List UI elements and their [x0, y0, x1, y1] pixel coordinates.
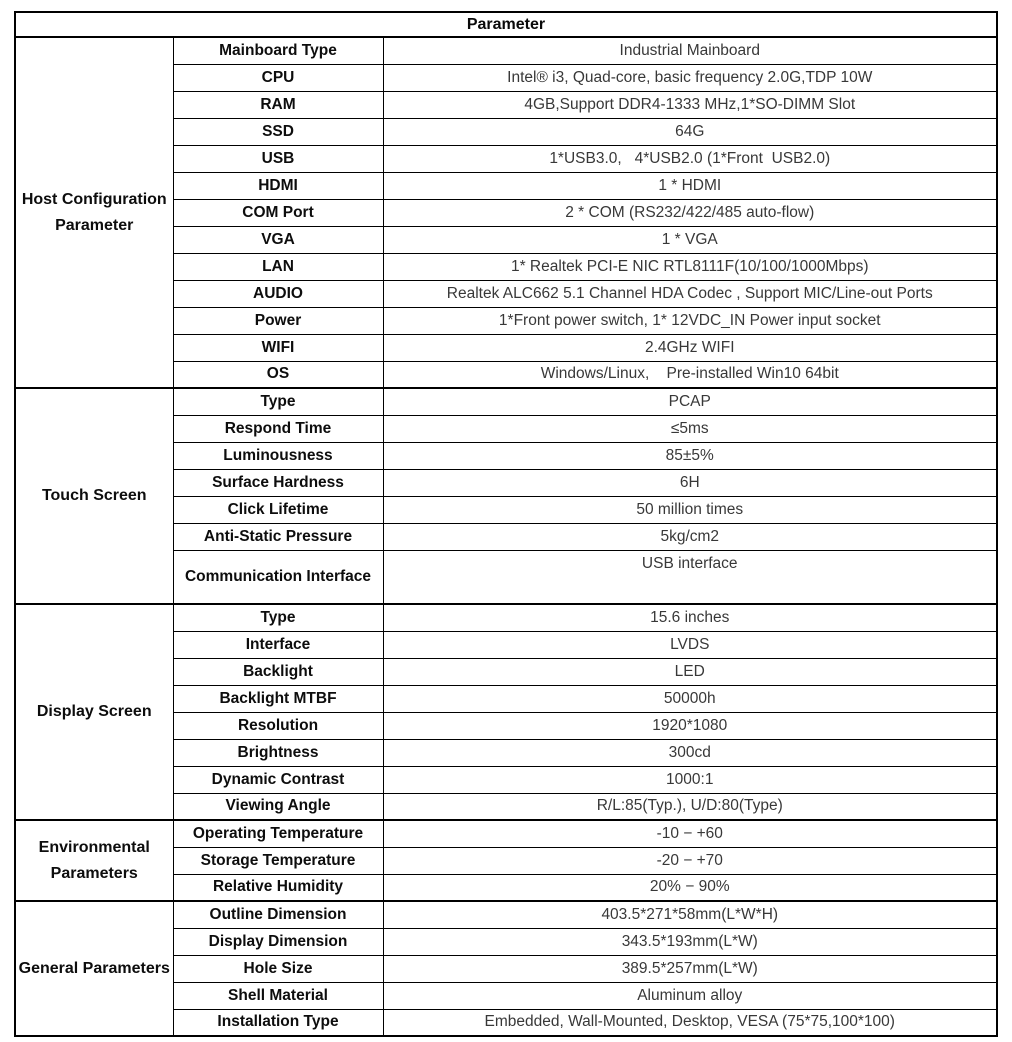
- param-value: Intel® i3, Quad-core, basic frequency 2.0G,TDP 10W: [383, 64, 997, 91]
- param-label: LAN: [173, 253, 383, 280]
- param-label: Anti-Static Pressure: [173, 523, 383, 550]
- table-row: [15, 820, 997, 847]
- param-value: 2.4GHz WIFI: [383, 334, 997, 361]
- param-label: Outline Dimension: [173, 901, 383, 928]
- param-label: Backlight MTBF: [173, 685, 383, 712]
- category-cell-touch-screen: Touch Screen: [15, 388, 173, 604]
- param-value: 64G: [383, 118, 997, 145]
- param-value: R/L:85(Typ.), U/D:80(Type): [383, 793, 997, 820]
- param-label: Power: [173, 307, 383, 334]
- param-value: 85±5%: [383, 442, 997, 469]
- param-value: LED: [383, 658, 997, 685]
- category-cell-host-configuration: Host Configuration Parameter: [15, 37, 173, 388]
- param-label: Installation Type: [173, 1009, 383, 1036]
- param-label: OS: [173, 361, 383, 388]
- category-cell-display-screen: Display Screen: [15, 604, 173, 820]
- param-label: CPU: [173, 64, 383, 91]
- param-value: -20 − +70: [383, 847, 997, 874]
- param-label: Backlight: [173, 658, 383, 685]
- param-value: ≤5ms: [383, 415, 997, 442]
- param-value: 50000h: [383, 685, 997, 712]
- param-label: Relative Humidity: [173, 874, 383, 901]
- spec-table: [14, 11, 998, 1037]
- category-cell-environmental: Environmental Parameters: [15, 820, 173, 901]
- param-value: 50 million times: [383, 496, 997, 523]
- param-value: 6H: [383, 469, 997, 496]
- param-label: Brightness: [173, 739, 383, 766]
- table-row: [15, 388, 997, 415]
- param-label: Mainboard Type: [173, 37, 383, 64]
- param-value: 15.6 inches: [383, 604, 997, 631]
- param-value: 1 * VGA: [383, 226, 997, 253]
- param-value: 1000:1: [383, 766, 997, 793]
- param-value: 20% − 90%: [383, 874, 997, 901]
- param-label: Hole Size: [173, 955, 383, 982]
- table-header-row: [15, 12, 997, 37]
- param-value: 1*Front power switch, 1* 12VDC_IN Power input socket: [383, 307, 997, 334]
- param-label: Luminousness: [173, 442, 383, 469]
- param-value: USB interface: [383, 550, 997, 604]
- param-value: 1* Realtek PCI-E NIC RTL8111F(10/100/1000Mbps): [383, 253, 997, 280]
- param-value: 403.5*271*58mm(L*W*H): [383, 901, 997, 928]
- param-label: AUDIO: [173, 280, 383, 307]
- param-value: 343.5*193mm(L*W): [383, 928, 997, 955]
- param-label: USB: [173, 145, 383, 172]
- param-value: Realtek ALC662 5.1 Channel HDA Codec , Support MIC/Line-out Ports: [383, 280, 997, 307]
- param-label: Type: [173, 388, 383, 415]
- param-value: 389.5*257mm(L*W): [383, 955, 997, 982]
- table-row: [15, 37, 997, 64]
- param-label: Shell Material: [173, 982, 383, 1009]
- param-label: Respond Time: [173, 415, 383, 442]
- param-label: Viewing Angle: [173, 793, 383, 820]
- param-value: Aluminum alloy: [383, 982, 997, 1009]
- param-label: WIFI: [173, 334, 383, 361]
- param-label: Resolution: [173, 712, 383, 739]
- param-value: 1*USB3.0, 4*USB2.0 (1*Front USB2.0): [383, 145, 997, 172]
- param-value: 4GB,Support DDR4-1333 MHz,1*SO-DIMM Slot: [383, 91, 997, 118]
- param-value: 1 * HDMI: [383, 172, 997, 199]
- param-value: 300cd: [383, 739, 997, 766]
- param-label: HDMI: [173, 172, 383, 199]
- param-value: LVDS: [383, 631, 997, 658]
- param-label: Operating Temperature: [173, 820, 383, 847]
- table-row: [15, 604, 997, 631]
- param-label: SSD: [173, 118, 383, 145]
- param-label: Type: [173, 604, 383, 631]
- param-value: PCAP: [383, 388, 997, 415]
- param-label: Communication Interface: [173, 550, 383, 604]
- param-value: 2 * COM (RS232/422/485 auto-flow): [383, 199, 997, 226]
- param-label: VGA: [173, 226, 383, 253]
- param-label: Interface: [173, 631, 383, 658]
- param-label: COM Port: [173, 199, 383, 226]
- param-label: Surface Hardness: [173, 469, 383, 496]
- param-label: RAM: [173, 91, 383, 118]
- param-value: Embedded, Wall-Mounted, Desktop, VESA (75*75,100*100): [383, 1009, 997, 1036]
- param-value: Industrial Mainboard: [383, 37, 997, 64]
- param-label: Display Dimension: [173, 928, 383, 955]
- category-cell-general: General Parameters: [15, 901, 173, 1036]
- param-label: Click Lifetime: [173, 496, 383, 523]
- table-title: Parameter: [15, 12, 997, 37]
- param-value: Windows/Linux, Pre-installed Win10 64bit: [383, 361, 997, 388]
- param-value: 1920*1080: [383, 712, 997, 739]
- param-value: -10 − +60: [383, 820, 997, 847]
- param-value: 5kg/cm2: [383, 523, 997, 550]
- param-label: Storage Temperature: [173, 847, 383, 874]
- param-label: Dynamic Contrast: [173, 766, 383, 793]
- table-row: [15, 901, 997, 928]
